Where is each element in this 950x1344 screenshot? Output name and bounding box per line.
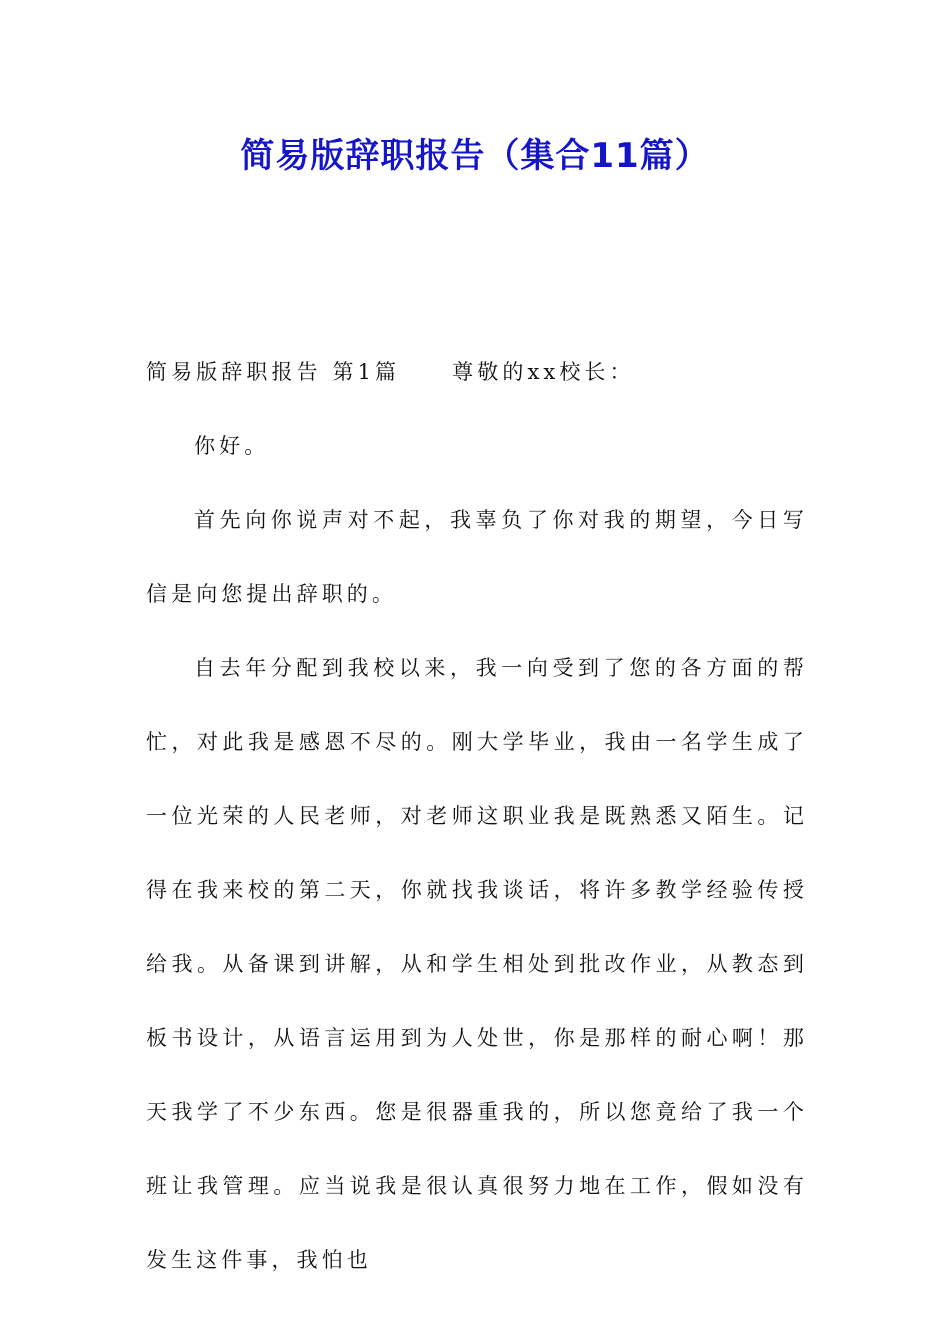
section-heading-line [146,335,808,409]
paragraph-apology: 首先向你说声对不起，我辜负了你对我的期望，今日写信是向您提出辞职的。 [146,508,808,606]
paragraph-gratitude: 自去年分配到我校以来，我一向受到了您的各方面的帮忙，对此我是感恩不尽的。刚大学毕业，我由一名学生成了一位光荣的人民老师，对老师这职业我是既熟悉又陌生。记得在我来校的第二天，你就找我谈话，将许多教学经验传授给我。从备课到讲解，从和学生相处到批改作业，从教态到板书设计，从语言运用到为人处世，你是那样的耐心啊！那天我学了不少东西。您是很器重我的，所以您竟给了我一个班让我管理。应当说我是很认真很努力地在工作，假如没有发生这件事，我怕也 [146,656,808,1272]
document-title: 简易版辞职报告（集合11篇） [240,136,710,176]
paragraph-greeting: 你好。 [194,434,270,458]
section-heading: 简易版辞职报告 第1篇 [146,360,401,384]
document-body [146,335,808,1297]
salutation: 尊敬的xx校长： [452,360,635,384]
